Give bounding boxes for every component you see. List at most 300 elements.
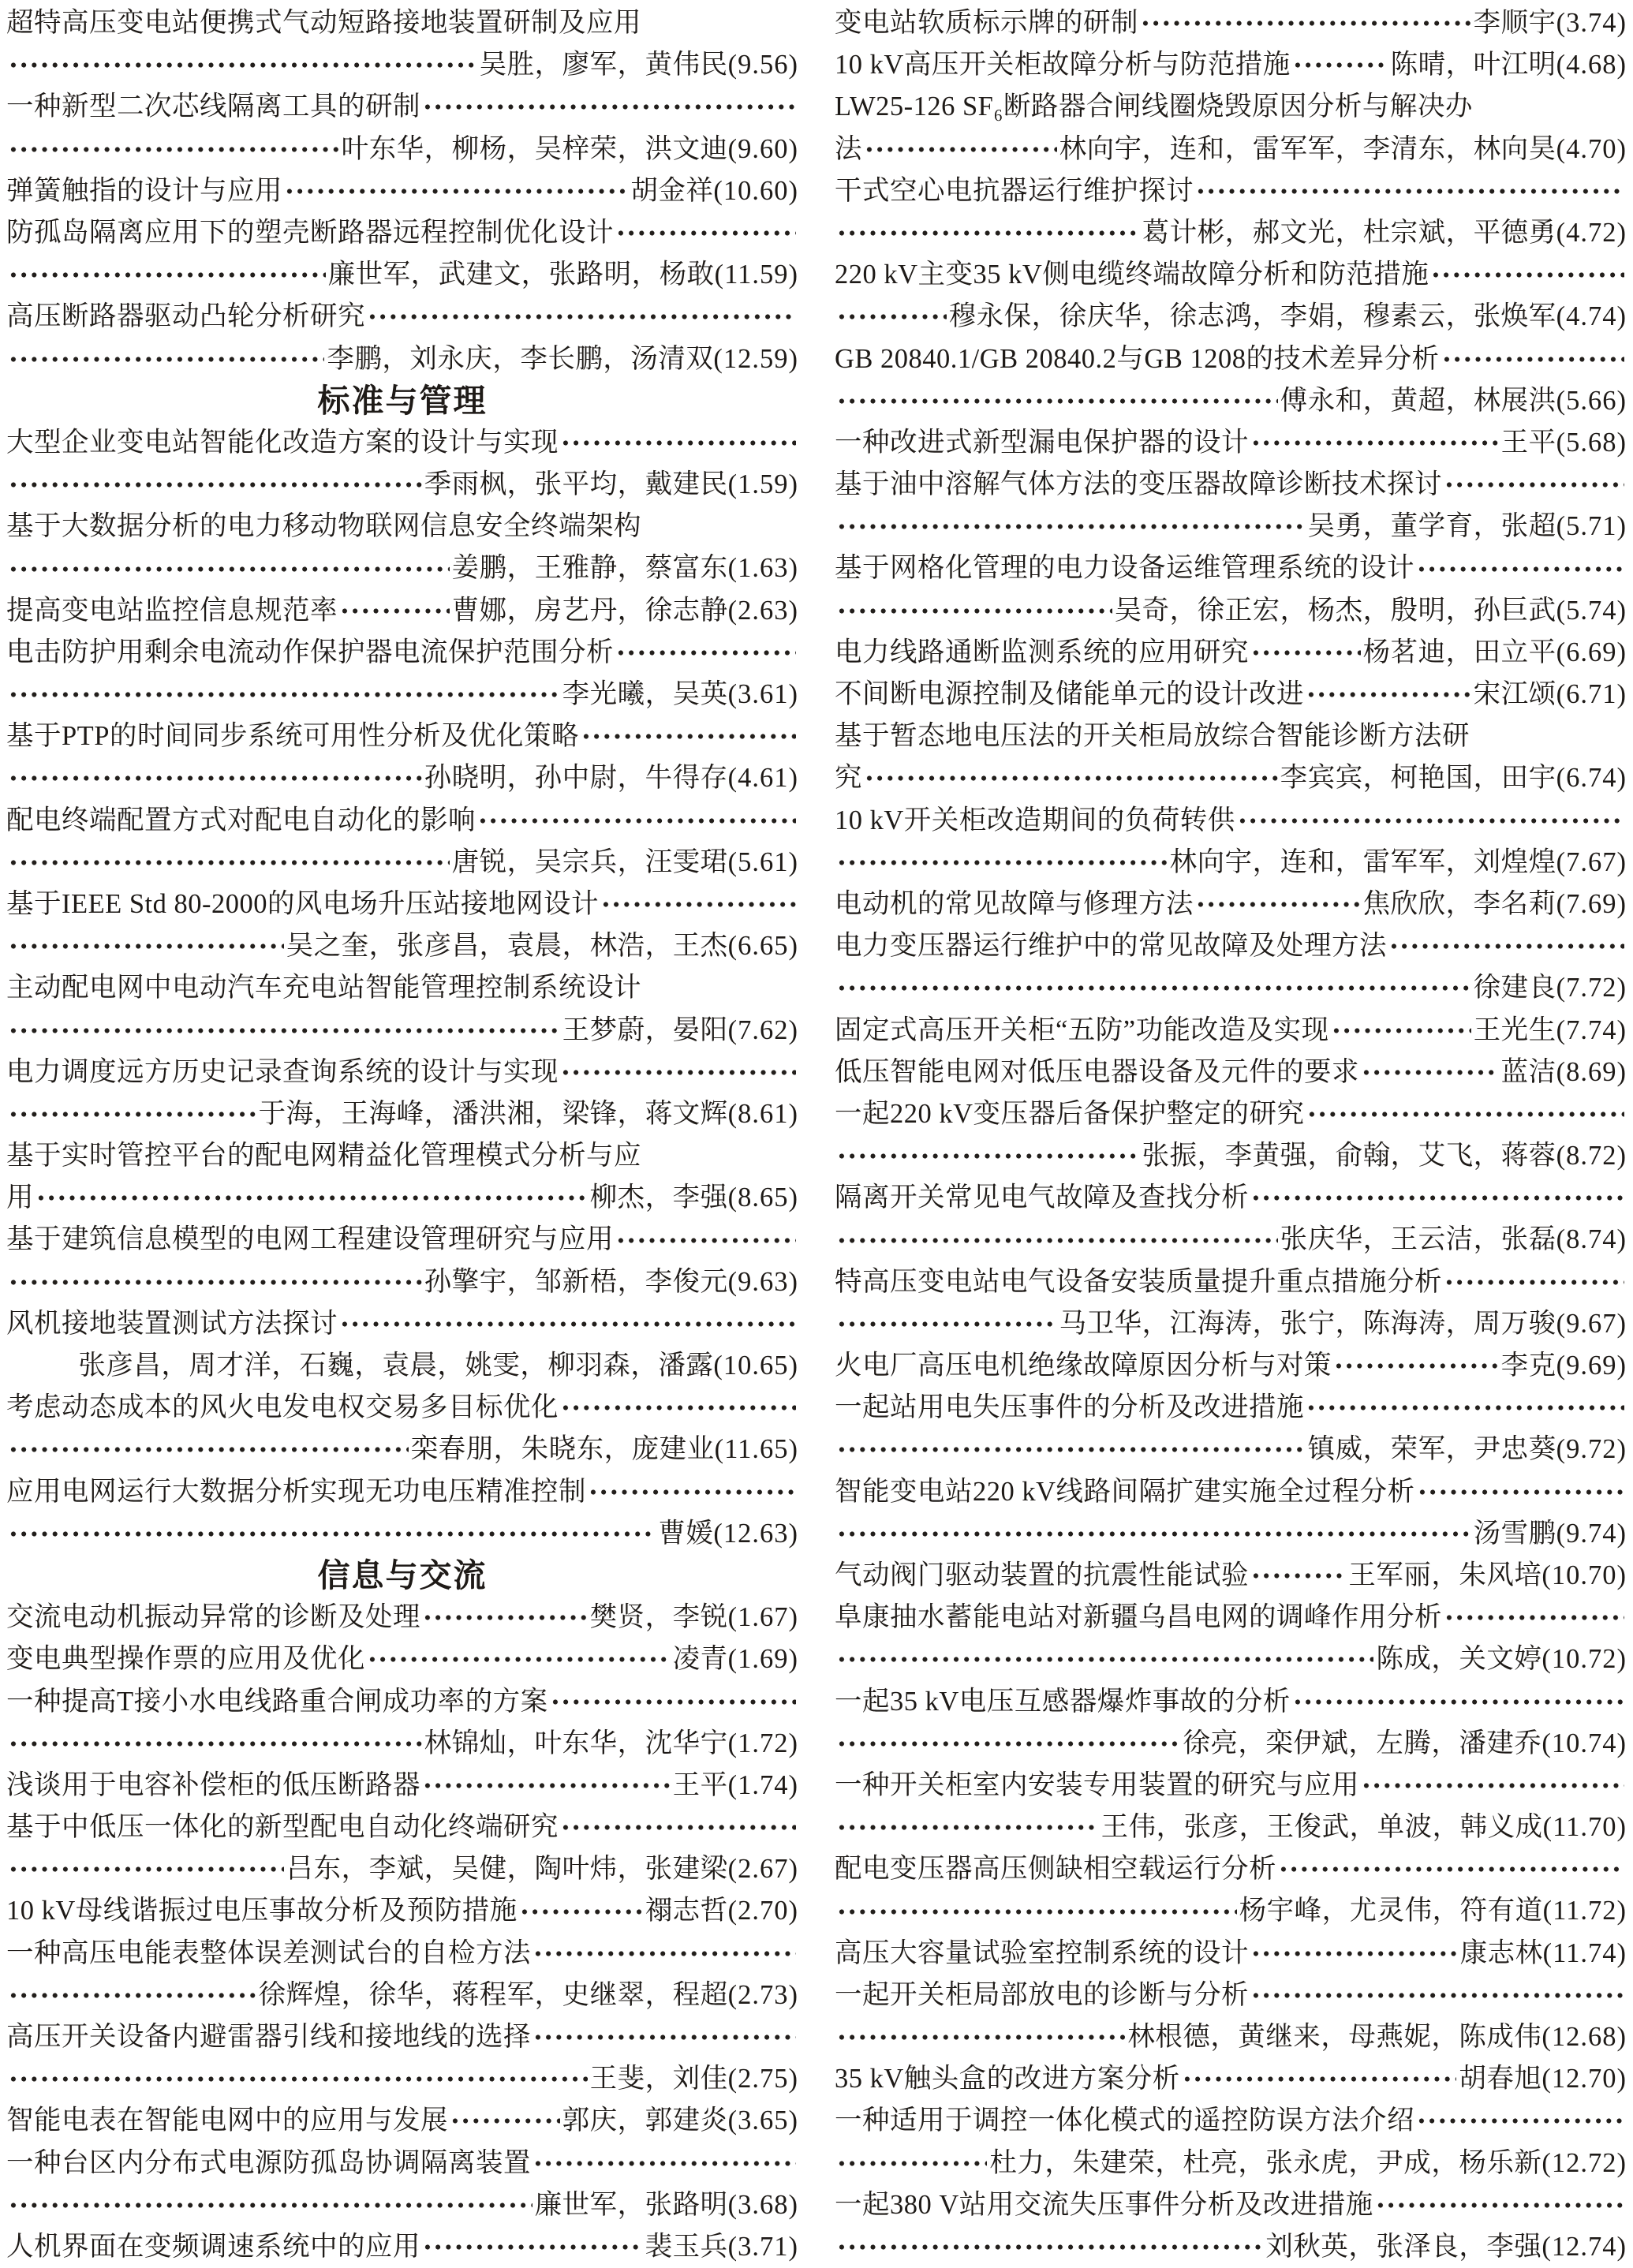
dot-leader	[1251, 1949, 1458, 1958]
entry-issue-page: (6.69)	[1556, 637, 1627, 667]
leader-spacer	[9, 1362, 76, 1370]
entry-title-text: 电力调度远方历史记录查询系统的设计与实现	[6, 1056, 559, 1087]
index-entry-line	[6, 1807, 798, 1848]
entry-issue-page: (3.71)	[727, 2231, 798, 2262]
entry-issue-page: (12.59)	[713, 343, 798, 374]
entry-issue-page: (8.69)	[1556, 1056, 1627, 1087]
index-entry-line	[835, 632, 1627, 674]
dot-leader	[340, 607, 450, 615]
dot-leader	[865, 774, 1278, 783]
index-entry-line	[6, 842, 798, 884]
entry-title-text: 干式空心电抗器运行维护探讨	[835, 175, 1194, 206]
dot-leader	[837, 1530, 1471, 1538]
index-entry-line	[6, 800, 798, 842]
dot-leader	[561, 439, 796, 447]
entry-issue-page: (4.70)	[1556, 133, 1627, 164]
index-entry-line	[835, 1597, 1627, 1638]
entry-title-text: 220 kV主变35 kV侧电缆终端故障分析和防范措施	[835, 260, 1429, 290]
entry-authors: 禤志哲	[645, 1896, 728, 1926]
entry-issue-page: (3.68)	[727, 2189, 798, 2220]
entry-title-text: 基于大数据分析的电力移动物联网信息安全终端架构	[6, 511, 641, 542]
index-entry-line	[835, 1261, 1627, 1303]
index-entry-line	[6, 967, 798, 1009]
entry-title-text: 提高变电站监控信息规范率	[6, 595, 338, 626]
entry-title-text: 电击防护用剩余电流动作保护器电流保护范围分析	[6, 637, 614, 667]
entry-title-text: 风机接地装置测试方法探讨	[6, 1308, 338, 1339]
index-entry-line	[835, 674, 1627, 716]
index-entry-line	[6, 2016, 798, 2058]
index-entry-line	[835, 1303, 1627, 1345]
entry-title-text: 10 kV开关柜改造期间的负荷转供	[835, 805, 1235, 835]
index-entry-line	[6, 1429, 798, 1470]
index-entry-line	[835, 1555, 1627, 1597]
entry-issue-page: (9.67)	[1556, 1308, 1627, 1339]
dot-leader	[9, 1278, 422, 1287]
dot-leader	[1293, 1698, 1624, 1706]
index-entry-line	[6, 212, 798, 254]
entry-title-text: 交流电动机振动异常的诊断及处理	[6, 1602, 420, 1633]
entry-authors: 凌青	[672, 1644, 728, 1675]
index-entry-line	[835, 1052, 1627, 1093]
dot-leader	[423, 1781, 671, 1790]
dot-leader	[9, 355, 324, 364]
entry-authors: 马卫华，江海涛，张宁，陈海涛，周万骏	[1059, 1308, 1556, 1339]
index-entry-line	[6, 2226, 798, 2268]
entry-title-text: 10 kV母线谐振过电压事故分析及预防措施	[6, 1896, 518, 1926]
dot-leader	[1444, 1613, 1624, 1622]
dot-leader	[1334, 1362, 1499, 1370]
entry-title-text: 一起35 kV电压互感器爆炸事故的分析	[835, 1686, 1291, 1717]
entry-authors: 林根德，黄继来，母燕妮，陈成伟	[1127, 2022, 1542, 2052]
index-entry-line	[6, 674, 798, 716]
dot-leader	[9, 480, 422, 489]
dot-leader	[561, 1823, 796, 1832]
left-column	[6, 2, 798, 2268]
dot-leader	[1251, 1991, 1624, 2000]
entry-title-text: 基于IEEE Std 80-2000的风电场升压站接地网设计	[6, 888, 599, 919]
right-column	[835, 2, 1627, 2268]
entry-authors: 徐亮，栾伊斌，左腾，潘建乔	[1183, 1728, 1542, 1758]
entry-authors: 孙晓明，孙中尉，牛得存	[424, 763, 728, 794]
entry-issue-page: (10.74)	[1541, 1728, 1627, 1758]
dot-leader	[9, 2201, 532, 2210]
index-entry-line	[835, 757, 1627, 799]
dot-leader	[1389, 942, 1624, 951]
entry-issue-page: (12.72)	[1541, 2147, 1627, 2178]
dot-leader	[561, 1068, 796, 1077]
index-entry-line	[6, 1513, 798, 1555]
entry-title-text: 特高压变电站电气设备安装质量提升重点措施分析	[835, 1266, 1442, 1297]
dot-leader	[533, 2033, 796, 2042]
index-entry-line	[835, 1219, 1627, 1261]
entry-authors: 季雨枫，张平均，戴建民	[424, 469, 728, 500]
index-entry-line	[6, 1387, 798, 1429]
entry-authors: 曹媛	[658, 1518, 714, 1549]
dot-leader	[837, 2033, 1125, 2042]
entry-authors: 于海，王海峰，潘洪湘，梁锋，蒋文辉	[258, 1098, 728, 1129]
index-entry-line	[835, 2100, 1627, 2142]
index-entry-line	[6, 925, 798, 967]
entry-issue-page: (2.75)	[727, 2064, 798, 2094]
index-entry-line	[835, 1345, 1627, 1387]
index-entry-line	[6, 1135, 798, 1177]
entry-title-text: 大型企业变电站智能化改造方案的设计与实现	[6, 427, 559, 458]
entry-issue-page: (3.61)	[727, 679, 798, 709]
index-entry-line	[6, 590, 798, 632]
index-entry-line	[835, 1135, 1627, 1177]
entry-authors: 张彦昌，周才洋，石巍，袁晨，姚雯，柳羽森，潘露	[78, 1351, 714, 1381]
dot-leader	[616, 1236, 796, 1245]
index-entry-line	[835, 338, 1627, 380]
dot-leader	[1251, 648, 1361, 657]
entry-issue-page: (11.65)	[714, 1434, 798, 1465]
entry-authors: 孙擎宇，邹新梧，李俊元	[424, 1266, 728, 1297]
dot-leader	[581, 732, 796, 741]
entry-issue-page: (6.71)	[1556, 679, 1627, 709]
entry-title-text: 阜康抽水蓄能电站对新疆乌昌电网的调峰作用分析	[835, 1602, 1442, 1633]
index-entry-line	[835, 842, 1627, 884]
entry-title-text: 究	[835, 763, 862, 794]
index-entry-line	[6, 338, 798, 380]
dot-leader	[837, 1655, 1373, 1664]
entry-authors: 吴勇，董学育，张超	[1307, 511, 1556, 542]
index-entry-line	[835, 506, 1627, 547]
index-entry-line	[6, 1765, 798, 1807]
entry-title-text: 防孤岛隔离应用下的塑壳断路器远程控制优化设计	[6, 217, 614, 248]
entry-issue-page: (1.69)	[727, 1644, 798, 1675]
entry-authors: 李鹏，刘永庆，李长鹏，汤清双	[327, 343, 714, 374]
entry-title-text: 变电典型操作票的应用及优化	[6, 1644, 365, 1675]
index-entry-line	[835, 2143, 1627, 2184]
index-entry-line	[6, 464, 798, 506]
index-entry-line	[6, 1681, 798, 1723]
entry-title-text: 一起380 V站用交流失压事件分析及改进措施	[835, 2189, 1373, 2220]
entry-authors: 王平	[672, 1769, 728, 1800]
entry-issue-page: (2.63)	[727, 595, 798, 626]
entry-title-text: 变电站软质标示牌的研制	[835, 8, 1138, 38]
entry-authors: 李克	[1500, 1351, 1556, 1381]
entry-authors: 汤雪鹏	[1473, 1518, 1556, 1549]
index-entry-line	[835, 129, 1627, 170]
dot-leader	[1251, 1571, 1346, 1580]
dot-leader	[1332, 1026, 1471, 1035]
dot-leader	[9, 1530, 656, 1538]
entry-issue-page: (3.65)	[727, 2105, 798, 2136]
entry-authors: 张庆华，王云洁，张磊	[1280, 1224, 1556, 1255]
dot-leader	[9, 145, 339, 154]
index-entry-line	[6, 1597, 798, 1638]
entry-authors: 王平	[1500, 427, 1556, 458]
entry-title-text: 一起开关柜局部放电的诊断与分析	[835, 1979, 1249, 2010]
dot-leader	[368, 1655, 671, 1664]
entry-issue-page: (9.63)	[727, 1266, 798, 1297]
entry-authors: 刘秋英，张泽良，李强	[1265, 2231, 1542, 2262]
index-entry-line	[835, 2016, 1627, 2058]
entry-title-text: 配电终端配置方式对配电自动化的影响	[6, 805, 476, 835]
index-entry-line	[6, 1261, 798, 1303]
dot-leader	[423, 1613, 588, 1622]
entry-issue-page: (1.72)	[727, 1728, 798, 1758]
dot-leader	[9, 61, 477, 69]
entry-authors: 宋江颂	[1473, 679, 1556, 709]
dot-leader	[1141, 19, 1471, 28]
index-entry-line	[6, 716, 798, 757]
entry-title-text: 考虑动态成本的风火电发电权交易多目标优化	[6, 1392, 559, 1423]
index-entry-line	[835, 1890, 1627, 1932]
entry-issue-page: (9.74)	[1556, 1518, 1627, 1549]
index-entry-line	[835, 464, 1627, 506]
dot-leader	[551, 1698, 796, 1706]
index-entry-line	[6, 86, 798, 128]
entry-issue-page: (8.61)	[727, 1098, 798, 1129]
entry-issue-page: (4.74)	[1556, 301, 1627, 332]
dot-leader	[285, 187, 628, 196]
entry-authors: 廉世军，武建文，张路明，杨敢	[327, 260, 715, 290]
entry-title-text: 弹簧触指的设计与应用	[6, 175, 282, 206]
index-entry-line	[6, 1933, 798, 1975]
entry-issue-page: (9.69)	[1556, 1351, 1627, 1381]
entry-title-text: 基于PTP的时间同步系统可用性分析及优化策略	[6, 721, 579, 752]
index-entry-line	[6, 757, 798, 799]
dot-leader	[1362, 1781, 1624, 1790]
index-entry-line	[6, 170, 798, 212]
dot-leader	[837, 1907, 1237, 1916]
entry-title-text: 一种改进式新型漏电保护器的设计	[835, 427, 1249, 458]
dot-leader	[423, 2243, 643, 2251]
dot-leader	[1418, 1488, 1624, 1496]
entry-authors: 杨茗迪，田立平	[1362, 637, 1556, 667]
index-entry-line	[835, 1010, 1627, 1052]
index-entry-line	[835, 1723, 1627, 1765]
dot-leader	[9, 565, 450, 574]
entry-authors: 曹娜，房艺丹，徐志静	[451, 595, 728, 626]
entry-authors: 郭庆，郭建炎	[562, 2105, 728, 2136]
entry-authors: 李顺宇	[1473, 8, 1556, 38]
entry-title-text: 高压断路器驱动凸轮分析研究	[6, 301, 365, 332]
dot-leader	[533, 2159, 796, 2168]
entry-issue-page: (7.69)	[1556, 888, 1627, 919]
dot-leader	[1442, 355, 1625, 364]
entry-issue-page: (9.56)	[727, 50, 798, 80]
entry-issue-page: (1.59)	[727, 469, 798, 500]
dot-leader	[837, 1236, 1278, 1245]
entry-issue-page: (5.68)	[1556, 427, 1627, 458]
dot-leader	[340, 1320, 796, 1328]
dot-leader	[1251, 439, 1499, 447]
index-entry-line	[835, 170, 1627, 212]
section-heading: 信息与交流	[317, 1556, 488, 1594]
entry-authors: 裴玉兵	[645, 2231, 728, 2262]
index-entry-line	[6, 1848, 798, 1890]
dot-leader	[616, 229, 796, 237]
entry-authors: 王伟，张彦，王俊武，单波，韩义成	[1100, 1812, 1543, 1843]
entry-title-text: 智能电表在智能电网中的应用与发展	[6, 2105, 448, 2136]
entry-title-text: 法	[835, 133, 862, 164]
entry-issue-page: (4.68)	[1556, 50, 1627, 80]
entry-issue-page: (5.66)	[1556, 385, 1627, 416]
dot-leader	[1362, 1068, 1499, 1077]
entry-authors: 胡春旭	[1459, 2064, 1542, 2094]
entry-issue-page: (10.70)	[1541, 1560, 1627, 1590]
entry-authors: 杨宇峰，尤灵伟，符有道	[1239, 1896, 1543, 1926]
dot-leader	[1417, 2117, 1624, 2125]
index-entry-line	[835, 422, 1627, 464]
entry-issue-page: (2.73)	[727, 1979, 798, 2010]
dot-leader	[9, 774, 422, 783]
index-entry-line	[6, 547, 798, 589]
dot-leader	[1196, 187, 1624, 196]
entry-issue-page: (9.60)	[727, 133, 798, 164]
dot-leader	[837, 858, 1168, 867]
entry-issue-page: (11.74)	[1542, 1937, 1627, 1968]
index-entry-line	[6, 884, 798, 925]
entry-issue-page: (7.62)	[727, 1014, 798, 1045]
index-entry-line	[835, 1975, 1627, 2016]
entry-issue-page: (2.67)	[727, 1854, 798, 1885]
index-entry-line	[6, 1219, 798, 1261]
entry-authors: 吴之奎，张彦昌，袁晨，林浩，王杰	[286, 931, 728, 962]
dot-leader	[9, 2075, 588, 2083]
entry-title-text: 应用电网运行大数据分析实现无功电压精准控制	[6, 1476, 586, 1507]
dot-leader	[1431, 271, 1624, 279]
entry-issue-page: (11.59)	[714, 260, 798, 290]
entry-issue-page: (9.72)	[1556, 1434, 1627, 1465]
index-entry-line	[835, 590, 1627, 632]
dot-leader	[837, 1445, 1306, 1454]
index-entry-line	[6, 1975, 798, 2016]
index-entry-line	[835, 884, 1627, 925]
entry-title-text: 10 kV高压开关柜故障分析与防范措施	[835, 50, 1291, 80]
entry-title-text: 基于中低压一体化的新型配电自动化终端研究	[6, 1812, 559, 1843]
entry-title-text: 基于暂态地电压法的开关柜局放综合智能诊断方法研	[835, 721, 1470, 752]
entry-authors: 傅永和，黄超，林展洪	[1280, 385, 1556, 416]
dot-leader	[9, 1991, 256, 2000]
index-entry-line	[835, 1638, 1627, 1680]
entry-issue-page: (5.71)	[1556, 511, 1627, 542]
entry-authors: 林锦灿，叶东华，沈华宁	[424, 1728, 728, 1758]
entry-issue-page: (12.74)	[1541, 2231, 1627, 2262]
index-entry-line	[6, 129, 798, 170]
entry-authors: 叶东华，柳杨，吴梓荣，洪文迪	[341, 133, 728, 164]
dot-leader	[837, 2159, 987, 2168]
entry-authors: 陈成，关文婷	[1376, 1644, 1542, 1675]
entry-issue-page: (4.72)	[1556, 217, 1627, 248]
dot-leader	[36, 1194, 588, 1202]
dot-leader	[423, 103, 796, 111]
index-entry-line	[835, 212, 1627, 254]
dot-leader	[1306, 690, 1471, 699]
entry-issue-page: (12.68)	[1541, 2022, 1627, 2052]
index-entry-line	[6, 1303, 798, 1345]
entry-title-text: 基于油中溶解气体方法的变压器故障诊断技术探讨	[835, 469, 1442, 500]
entry-title-text: 用	[6, 1183, 34, 1213]
entry-authors: 穆永保，徐庆华，徐志鸿，李娟，穆素云，张焕军	[948, 301, 1556, 332]
index-entry-line	[6, 2143, 798, 2184]
entry-authors: 焦欣欣，李名莉	[1362, 888, 1556, 919]
entry-title-text: 不间断电源控制及储能单元的设计改进	[835, 679, 1304, 709]
entry-authors: 廉世军，张路明	[534, 2189, 728, 2220]
index-entry-line	[6, 1471, 798, 1513]
entry-title-text: 基于建筑信息模型的电网工程建设管理研究与应用	[6, 1224, 614, 1255]
dot-leader	[837, 1152, 1140, 1160]
entry-authors: 李宾宾，柯艳国，田宇	[1280, 763, 1556, 794]
dot-leader	[837, 607, 1112, 615]
index-entry-line	[835, 1513, 1627, 1555]
dot-leader	[9, 1739, 422, 1748]
entry-issue-page: (7.67)	[1556, 846, 1627, 877]
entry-issue-page: (1.74)	[727, 1769, 798, 1800]
entry-authors: 唐锐，吴宗兵，汪雯珺	[451, 846, 728, 877]
entry-authors: 吴奇，徐正宏，杨杰，殷明，孙巨武	[1114, 595, 1556, 626]
index-entry-line	[835, 44, 1627, 86]
entry-issue-page: (10.60)	[713, 175, 798, 206]
entry-issue-page: (7.72)	[1556, 973, 1627, 1003]
entry-title-text: 电力变压器运行维护中的常见故障及处理方法	[835, 931, 1387, 962]
entry-title-text: 一起220 kV变压器后备保护整定的研究	[835, 1098, 1305, 1129]
dot-leader	[450, 2117, 560, 2125]
index-entry-line	[835, 2, 1627, 44]
entry-issue-page: (12.70)	[1541, 2064, 1627, 2094]
dot-leader	[9, 1026, 560, 1035]
dot-leader	[1417, 565, 1624, 574]
entry-title-text: 智能变电站220 kV线路间隔扩建实施全过程分析	[835, 1476, 1415, 1507]
dot-leader	[1196, 900, 1361, 909]
entry-title-text: 基于网格化管理的电力设备运维管理系统的设计	[835, 553, 1414, 584]
entry-issue-page: (1.67)	[727, 1602, 798, 1633]
dot-leader	[589, 1488, 796, 1496]
index-entry-line	[835, 2184, 1627, 2226]
index-entry-line	[835, 1387, 1627, 1429]
index-entry-line	[835, 967, 1627, 1009]
index-entry-line	[6, 1052, 798, 1093]
entry-title-text: 配电变压器高压侧缺相空载运行分析	[835, 1854, 1276, 1885]
dot-leader	[837, 522, 1306, 531]
entry-issue-page: (6.65)	[727, 931, 798, 962]
entry-authors: 镇威，荣军，尹忠葵	[1307, 1434, 1556, 1465]
entry-title-text: 一种提高T接小水电线路重合闸成功率的方案	[6, 1686, 548, 1717]
index-entry-line	[835, 547, 1627, 589]
dot-leader	[837, 312, 947, 321]
entry-authors: 王军丽，朱风培	[1348, 1560, 1542, 1590]
dot-leader	[1238, 816, 1624, 825]
index-entry-line	[835, 2226, 1627, 2268]
index-entry-line	[835, 1807, 1627, 1848]
dot-leader	[601, 900, 796, 909]
index-entry-line	[835, 716, 1627, 757]
entry-authors: 吴胜，廖军，黄伟民	[479, 50, 728, 80]
entry-title-text: 一种高压电能表整体误差测试台的自检方法	[6, 1937, 531, 1968]
entry-issue-page: (7.74)	[1556, 1014, 1627, 1045]
entry-issue-page: (8.74)	[1556, 1224, 1627, 1255]
entry-title-text: 浅谈用于电容补偿柜的低压断路器	[6, 1769, 420, 1800]
entry-title-text: 电力线路通断监测系统的应用研究	[835, 637, 1249, 667]
entry-issue-page: (11.72)	[1542, 1896, 1627, 1926]
index-entry-line	[835, 296, 1627, 338]
dot-leader	[837, 397, 1278, 405]
entry-authors: 康志林	[1459, 1937, 1543, 1968]
entry-authors: 葛计彬，郝文光，杜宗斌，平德勇	[1142, 217, 1556, 248]
entry-authors: 陈晴，叶江明	[1390, 50, 1556, 80]
index-entry-line	[6, 1010, 798, 1052]
index-entry-line	[835, 1093, 1627, 1135]
index-entry-line	[6, 2, 798, 44]
dot-leader	[9, 1865, 284, 1874]
entry-issue-page: (12.63)	[713, 1518, 798, 1549]
entry-authors: 王斐，刘佳	[589, 2064, 728, 2094]
entry-issue-page: (3.74)	[1556, 8, 1627, 38]
entry-authors: 徐建良	[1473, 973, 1556, 1003]
dot-leader	[1306, 1403, 1624, 1412]
